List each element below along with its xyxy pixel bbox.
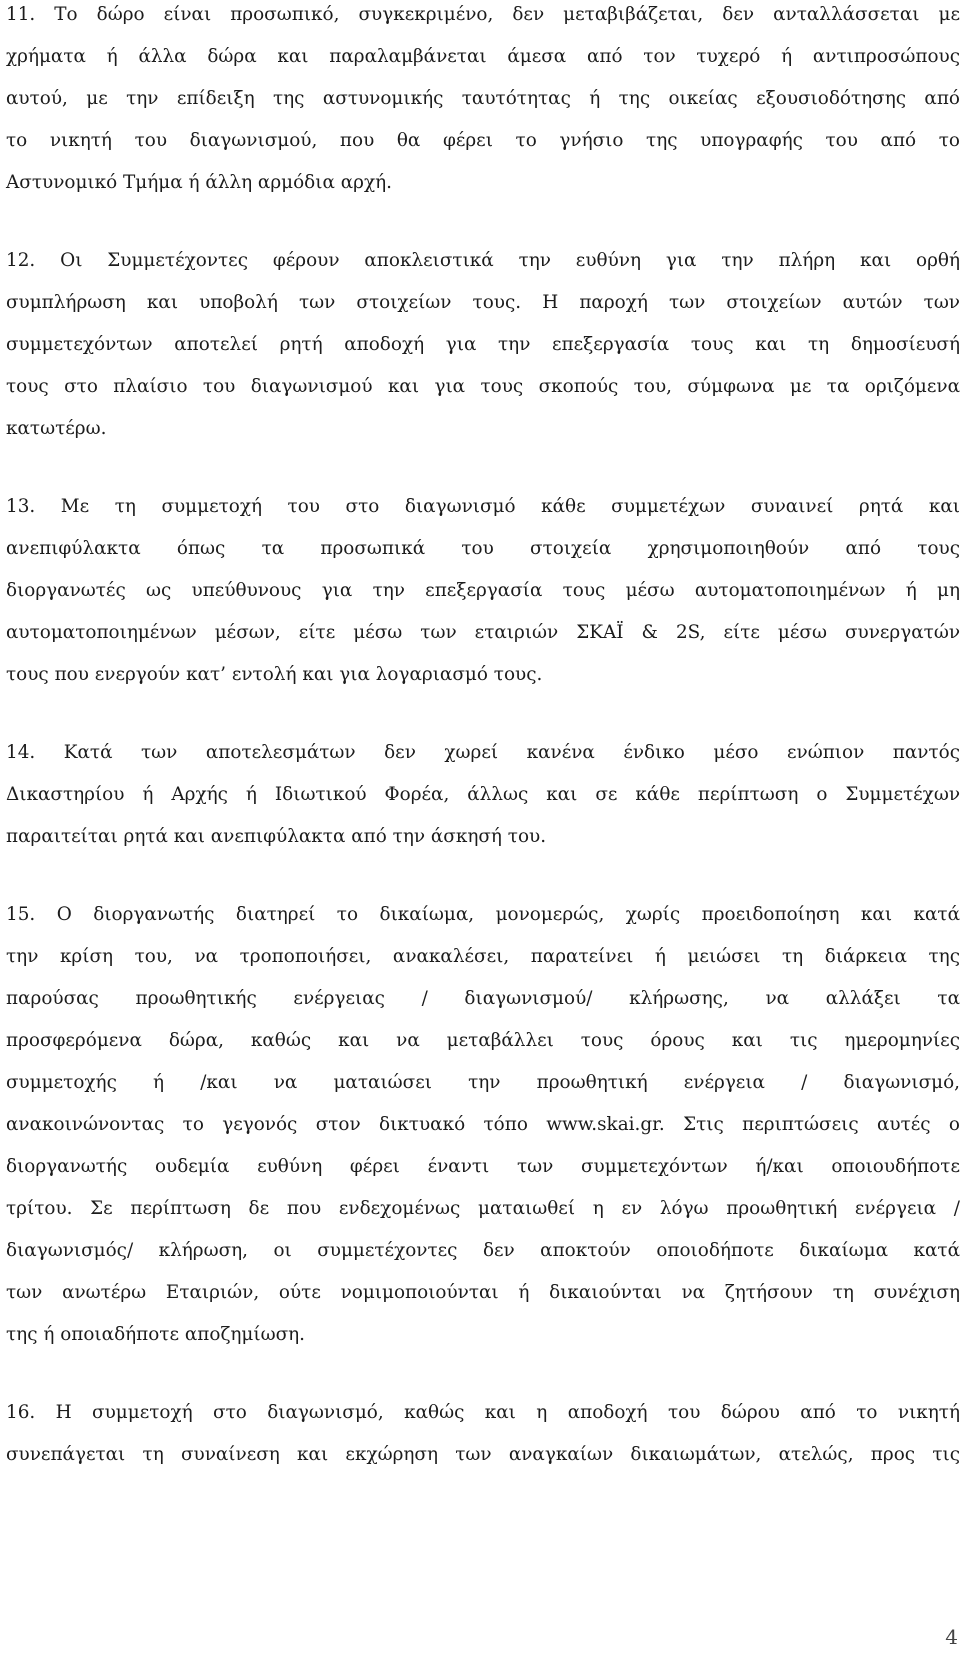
text-line: 13. Με τη συμμετοχή του στο διαγωνισμό κάθε συμμετέχων συναινεί ρητά και <box>6 496 960 517</box>
text-line: προσφερόμενα δώρα, καθώς και να μεταβάλλει τους όρους και τις ημερομηνίες <box>6 1030 960 1051</box>
text-line: συμμετεχόντων αποτελεί ρητή αποδοχή για την επεξεργασία τους και τη δημοσίευσή <box>6 334 960 355</box>
text-line: συμμετοχής ή /και να ματαιώσει την προωθητική ενέργεια / διαγωνισμό, <box>6 1072 960 1093</box>
text-line: 12. Οι Συμμετέχοντες φέρουν αποκλειστικά την ευθύνη για την πλήρη και ορθή <box>6 250 960 271</box>
text-line: 15. Ο διοργανωτής διατηρεί το δικαίωμα, μονομερώς, χωρίς προειδοποίηση και κατά <box>6 904 960 925</box>
text-line: χρήματα ή άλλα δώρα και παραλαμβάνεται άμεσα από τον τυχερό ή αντιπροσώπους <box>6 46 960 67</box>
text-line: το νικητή του διαγωνισμού, που θα φέρει το γνήσιο της υπογραφής του από το <box>6 130 960 151</box>
text-line: τρίτου. Σε περίπτωση δε που ενδεχομένως ματαιωθεί η εν λόγω προωθητική ενέργεια / <box>6 1198 960 1219</box>
text-line: την κρίση του, να τροποποιήσει, ανακαλέσει, παρατείνει ή μειώσει τη διάρκεια της <box>6 946 960 967</box>
text-line: των ανωτέρω Εταιριών, ούτε νομιμοποιούνται ή δικαιούνται να ζητήσουν τη συνέχιση <box>6 1282 960 1303</box>
text-line: αυτού, με την επίδειξη της αστυνομικής ταυτότητας ή της οικείας εξουσιοδότησης από <box>6 88 960 109</box>
text-line: αυτοματοποιημένων μέσων, είτε μέσω των εταιριών ΣΚΑΪ & 2S, είτε μέσω συνεργατών <box>6 622 960 643</box>
text-line: κατωτέρω. <box>6 418 107 439</box>
text-line: διοργανωτής ουδεμία ευθύνη φέρει έναντι των συμμετεχόντων ή/και οποιουδήποτε <box>6 1156 960 1177</box>
text-line: παρούσας προωθητικής ενέργειας / διαγωνισμού/ κλήρωσης, να αλλάξει τα <box>6 988 960 1009</box>
text-line: συμπλήρωση και υποβολή των στοιχείων τους. Η παροχή των στοιχείων αυτών των <box>6 292 960 313</box>
text-line: διοργανωτές ως υπεύθυνους για την επεξεργασία τους μέσω αυτοματοποιημένων ή μη <box>6 580 960 601</box>
text-line: ανακοινώνοντας το γεγονός στον δικτυακό τόπο www.skai.gr. Στις περιπτώσεις αυτές ο <box>6 1114 960 1135</box>
page-number: 4 <box>945 1625 958 1649</box>
text-line: διαγωνισμός/ κλήρωση, οι συμμετέχοντες δεν αποκτούν οποιοδήποτε δικαίωμα κατά <box>6 1240 960 1261</box>
text-line: 11. Το δώρο είναι προσωπικό, συγκεκριμένο, δεν μεταβιβάζεται, δεν ανταλλάσσεται με <box>6 4 960 25</box>
text-line: τους στο πλαίσιο του διαγωνισμού και για τους σκοπούς του, σύμφωνα με τα οριζόμενα <box>6 376 960 397</box>
text-line: 16. Η συμμετοχή στο διαγωνισμό, καθώς και η αποδοχή του δώρου από το νικητή <box>6 1402 960 1423</box>
text-line: της ή οποιαδήποτε αποζημίωση. <box>6 1324 306 1345</box>
text-line: ανεπιφύλακτα όπως τα προσωπικά του στοιχεία χρησιμοποιηθούν από τους <box>6 538 960 559</box>
text-line: συνεπάγεται τη συναίνεση και εκχώρηση των αναγκαίων δικαιωμάτων, ατελώς, προς τις <box>6 1444 960 1465</box>
text-line: 14. Κατά των αποτελεσμάτων δεν χωρεί κανένα ένδικο μέσο ενώπιον παντός <box>6 742 960 763</box>
text-line: Αστυνομικό Τμήμα ή άλλη αρμόδια αρχή. <box>6 172 392 193</box>
text-line: Δικαστηρίου ή Αρχής ή Ιδιωτικού Φορέα, άλλως και σε κάθε περίπτωση ο Συμμετέχων <box>6 784 960 805</box>
text-line: τους που ενεργούν κατ’ εντολή και για λογαριασμό τους. <box>6 664 543 685</box>
text-line: παραιτείται ρητά και ανεπιφύλακτα από την άσκησή του. <box>6 826 547 847</box>
